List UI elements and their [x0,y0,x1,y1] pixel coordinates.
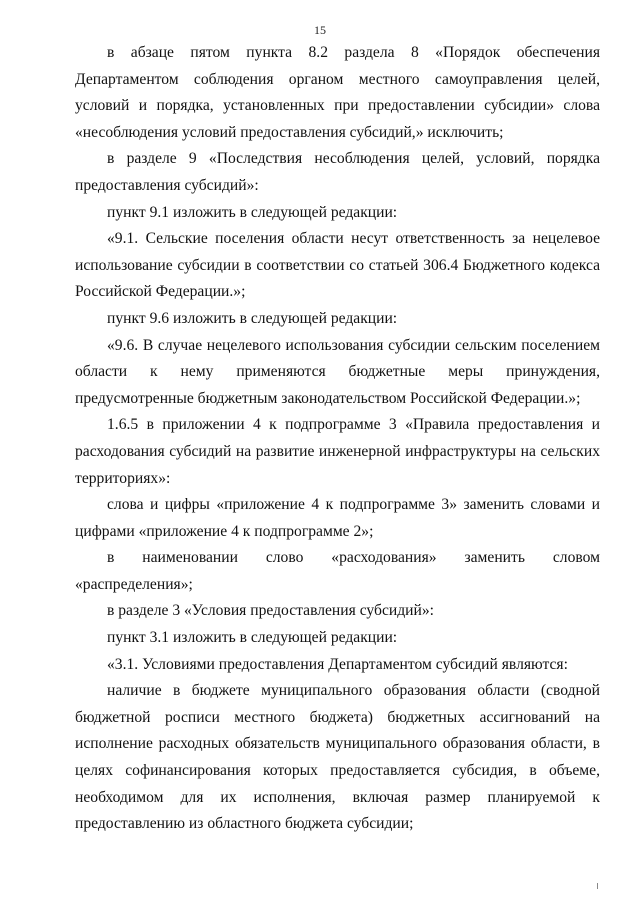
paragraph: слова и цифры «приложение 4 к подпрограмме 3» заменить словами и цифрами «приложение 4 к подпрограмме 2»; [75,496,600,540]
paragraph: в разделе 9 «Последствия несоблюдения целей, условий, порядка предоставления субсидий»: [75,150,600,194]
paragraph: «9.1. Сельские поселения области несут ответственность за нецелевое использование субсидии в соответствии со статьей 306.4 Бюджетного кодекса Российской Федерации.»; [75,230,600,301]
scan-mark [597,883,598,889]
page-number: 15 [314,23,326,37]
paragraph: в наименовании слово «расходования» заменить словом «распределения»; [75,549,600,593]
paragraph: «9.6. В случае нецелевого использования субсидии сельским поселением области к нему применяются бюджетные меры принуждения, предусмотренные бюджетным законодательством Российской Федерации.»; [75,336,600,407]
paragraph: 1.6.5 в приложении 4 к подпрограмме 3 «Правила предоставления и расходования субсидий на развитие инженерной инфраструктуры на сельских территориях»: [75,416,600,487]
paragraph: в разделе 3 «Условия предоставления субсидий»: [107,602,434,620]
paragraph: в абзаце пятом пункта 8.2 раздела 8 «Порядок обеспечения Департаментом соблюдения органом местного самоуправления целей, условий и порядка, установленных при предоставлении субсидии» слова «несоблюдения условий предоставления субсидий,» исключить; [75,44,600,141]
paragraph: наличие в бюджете муниципального образования области (сводной бюджетной росписи местного бюджета) бюджетных ассигнований на исполнение расходных обязательств муниципального образования области, в целях софинансирования которых предоставляется субсидия, в объеме, необходимом для их исполнения, включая размер планируемой к предоставлению из областного бюджета субсидии; [75,682,600,833]
paragraph: «3.1. Условиями предоставления Департаментом субсидий являются: [107,655,568,673]
paragraph: пункт 9.1 изложить в следующей редакции: [107,203,398,221]
paragraph: пункт 9.6 изложить в следующей редакции: [107,309,398,327]
document-body [75,40,600,838]
paragraph: пункт 3.1 изложить в следующей редакции: [107,629,398,647]
